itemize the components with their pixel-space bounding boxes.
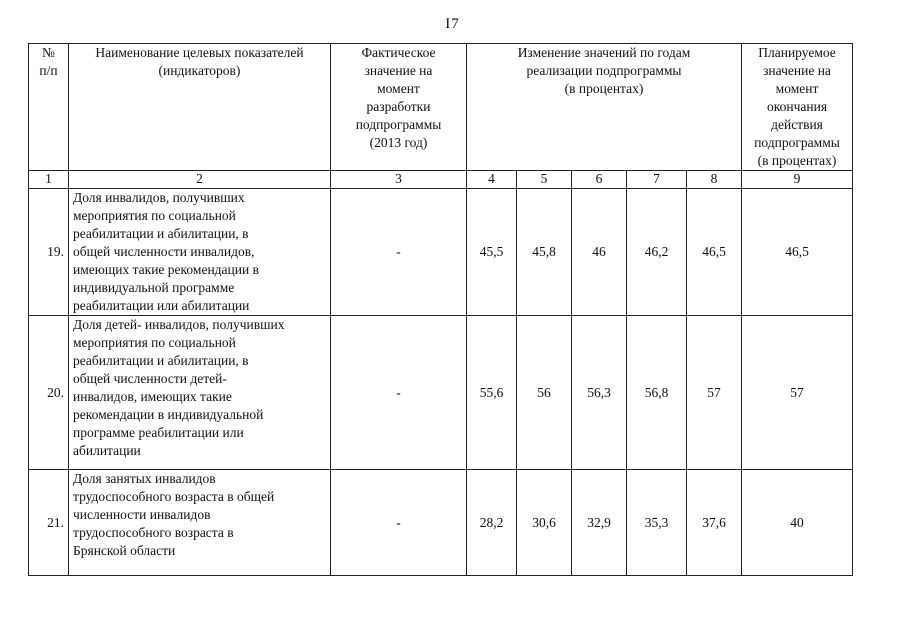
year-value: 56,8 — [627, 316, 687, 470]
table-header-row — [29, 44, 853, 171]
indicator-name: Доля занятых инвалидов трудоспособного возраста в общей численности инвалидов трудоспособного возраста в Брянской области — [69, 470, 331, 576]
page-number: I7 — [445, 16, 460, 32]
column-number: 6 — [572, 171, 627, 189]
column-number: 7 — [627, 171, 687, 189]
column-number: 3 — [331, 171, 467, 189]
header-planned-value: Планируемое значение на момент окончания действия подпрограммы (в процентах) — [742, 44, 853, 171]
planned-value: 46,5 — [742, 189, 853, 316]
header-actual-value: Фактическое значение на момент разработки подпрограммы (2013 год) — [331, 44, 467, 171]
row-number: 19. — [29, 189, 69, 316]
column-number: 8 — [687, 171, 742, 189]
year-value: 56,3 — [572, 316, 627, 470]
year-value: 30,6 — [517, 470, 572, 576]
year-value: 37,6 — [687, 470, 742, 576]
row-number: 21. — [29, 470, 69, 576]
column-number: 1 — [29, 171, 69, 189]
year-value: 45,5 — [467, 189, 517, 316]
year-value: 45,8 — [517, 189, 572, 316]
year-value: 55,6 — [467, 316, 517, 470]
year-value: 46,2 — [627, 189, 687, 316]
header-yearly-change: Изменение значений по годам реализации подпрограммы (в процентах) — [467, 44, 742, 171]
column-number: 4 — [467, 171, 517, 189]
indicator-name: Доля инвалидов, получивших мероприятия по социальной реабилитации и абилитации, в общей численности инвалидов, имеющих такие рекомендации в индивидуальной программе реабилитации или абилитации — [69, 189, 331, 316]
year-value: 56 — [517, 316, 572, 470]
planned-value: 57 — [742, 316, 853, 470]
actual-value: - — [331, 189, 467, 316]
actual-value: - — [331, 316, 467, 470]
table-row — [29, 189, 853, 316]
table-row — [29, 470, 853, 576]
column-number: 2 — [69, 171, 331, 189]
table-row — [29, 316, 853, 470]
header-num: № п/п — [29, 44, 69, 171]
year-value: 28,2 — [467, 470, 517, 576]
year-value: 46,5 — [687, 189, 742, 316]
year-value: 46 — [572, 189, 627, 316]
indicators-table — [28, 43, 853, 576]
column-number-row — [29, 171, 853, 189]
indicator-name: Доля детей- инвалидов, получивших мероприятия по социальной реабилитации и абилитации, в общей численности детей- инвалидов, имеющих такие рекомендации в индивидуальной программе реабилитации или абилитации — [69, 316, 331, 470]
header-name: Наименование целевых показателей (индикаторов) — [69, 44, 331, 171]
year-value: 57 — [687, 316, 742, 470]
column-number: 5 — [517, 171, 572, 189]
actual-value: - — [331, 470, 467, 576]
year-value: 32,9 — [572, 470, 627, 576]
column-number: 9 — [742, 171, 853, 189]
planned-value: 40 — [742, 470, 853, 576]
row-number: 20. — [29, 316, 69, 470]
year-value: 35,3 — [627, 470, 687, 576]
